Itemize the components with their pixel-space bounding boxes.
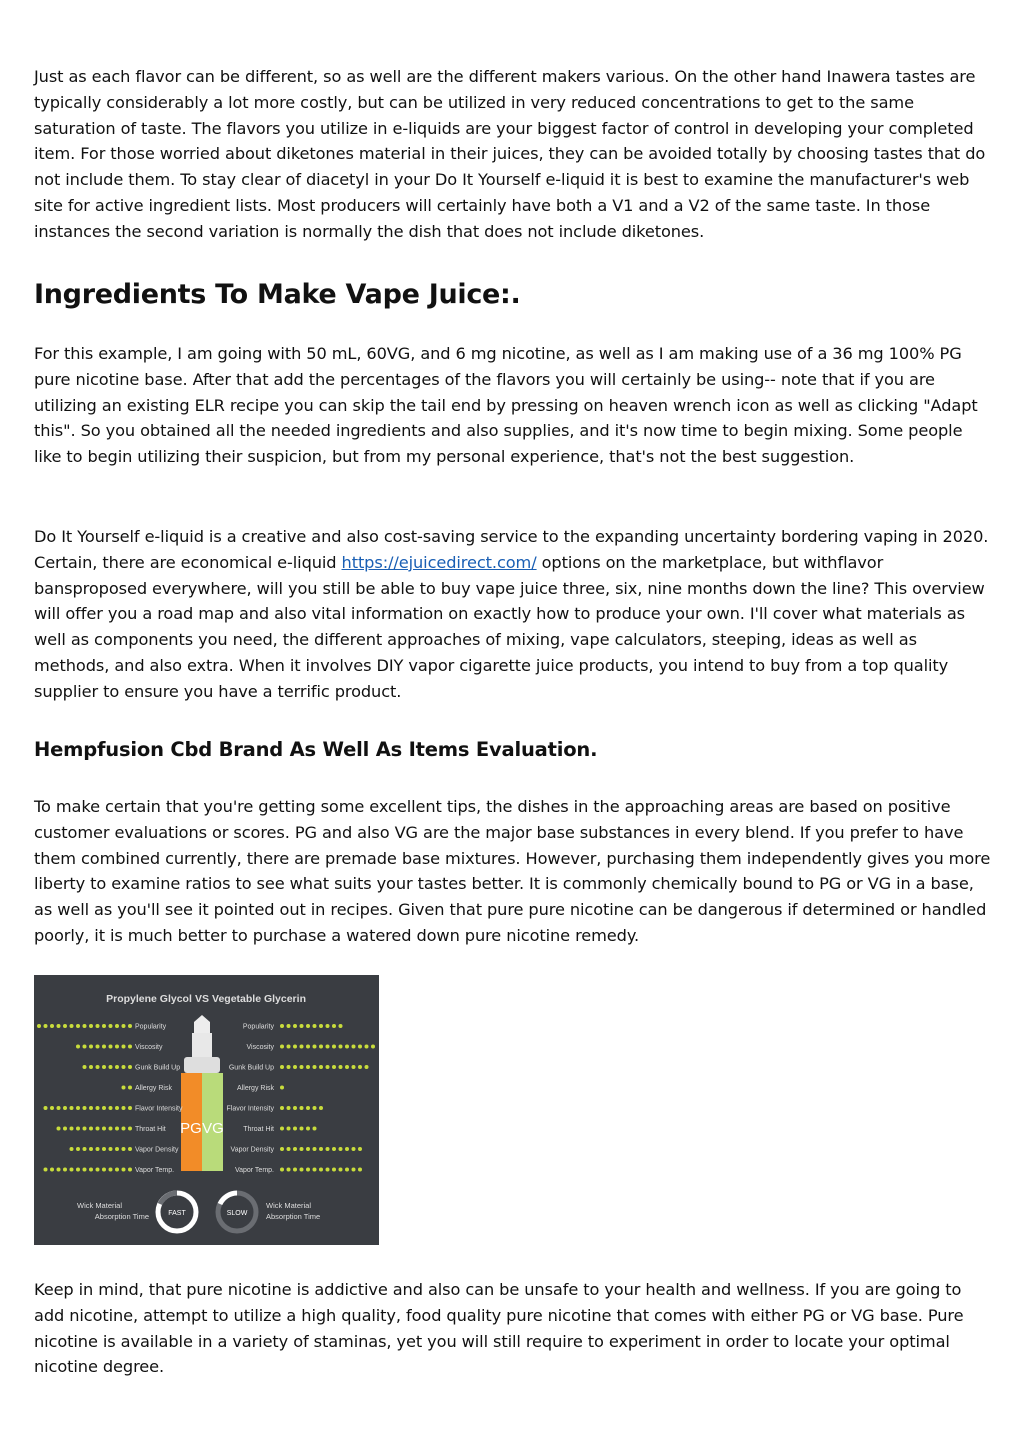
wick-label-left-line2: Absorption Time bbox=[94, 1212, 149, 1221]
vg-dot-viscosity bbox=[300, 1045, 304, 1049]
vg-dot-popularity bbox=[319, 1024, 323, 1028]
vg-dot-vapor-temp bbox=[345, 1168, 349, 1172]
vg-dot-flavor-intensity bbox=[306, 1106, 310, 1110]
pg-dot-vapor-temp bbox=[128, 1168, 132, 1172]
pg-dot-viscosity bbox=[128, 1045, 132, 1049]
vg-dot-gunk-build-up bbox=[365, 1065, 369, 1069]
vg-dot-throat-hit bbox=[313, 1127, 317, 1131]
paragraph-diy-eliquid bbox=[34, 524, 994, 705]
wick-label-left-line1: Wick Material bbox=[76, 1201, 122, 1210]
pg-dot-vapor-temp bbox=[109, 1168, 113, 1172]
bottle-neck bbox=[184, 1057, 220, 1073]
vg-dot-vapor-density bbox=[358, 1147, 362, 1151]
pg-label-vapor-density: Vapor Density bbox=[135, 1146, 179, 1154]
pg-dot-throat-hit bbox=[76, 1127, 80, 1131]
heading-hempfusion: Hempfusion Cbd Brand As Well As Items Evaluation. bbox=[34, 738, 598, 761]
pg-dot-vapor-density bbox=[122, 1147, 126, 1151]
slow-label: SLOW bbox=[226, 1210, 248, 1217]
vg-dot-flavor-intensity bbox=[319, 1106, 323, 1110]
pg-dot-throat-hit bbox=[128, 1127, 132, 1131]
vg-dot-viscosity bbox=[287, 1045, 291, 1049]
pg-dot-popularity bbox=[63, 1024, 67, 1028]
paragraph-example-recipe: For this example, I am going with 50 mL, 60VG, and 6 mg nicotine, as well as I am making use of a 36 mg 100% PG pure nicotine base. After that add the percentages of the flavors you will certainly be using-- note that if you are utilizing an existing ELR recipe you can skip the tail end by pressing on heaven wrench icon as well as clicking "Adapt this". So you obtained all the needed ingredients and also supplies, and it's now time to begin mixing. Some people like to begin utilizing their suspicion, but from my personal experience, that's not the best suggestion. bbox=[34, 344, 978, 467]
pg-dot-vapor-temp bbox=[115, 1168, 119, 1172]
vg-dot-viscosity bbox=[358, 1045, 362, 1049]
pg-dot-vapor-density bbox=[89, 1147, 93, 1151]
pg-dot-gunk-build-up bbox=[128, 1065, 132, 1069]
pg-dot-flavor-intensity bbox=[128, 1106, 132, 1110]
pg-dot-gunk-build-up bbox=[115, 1065, 119, 1069]
pg-dot-viscosity bbox=[122, 1045, 126, 1049]
pg-dot-vapor-temp bbox=[44, 1168, 48, 1172]
pg-dot-viscosity bbox=[89, 1045, 93, 1049]
vg-dot-throat-hit bbox=[300, 1127, 304, 1131]
pg-dot-popularity bbox=[128, 1024, 132, 1028]
pg-dot-vapor-temp bbox=[76, 1168, 80, 1172]
pg-dot-viscosity bbox=[96, 1045, 100, 1049]
pg-dot-throat-hit bbox=[89, 1127, 93, 1131]
vg-label-allergy-risk: Allergy Risk bbox=[237, 1085, 274, 1092]
vg-dot-popularity bbox=[287, 1024, 291, 1028]
title-vegetable-glycerin: Vegetable Glycerin bbox=[212, 993, 306, 1005]
vg-label-gunk-build-up: Gunk Build Up bbox=[228, 1064, 274, 1072]
vg-dot-gunk-build-up bbox=[300, 1065, 304, 1069]
vg-dot-vapor-temp bbox=[293, 1168, 297, 1172]
vg-dot-vapor-temp bbox=[326, 1168, 330, 1172]
vg-dot-popularity bbox=[306, 1024, 310, 1028]
vg-dot-vapor-temp bbox=[280, 1168, 284, 1172]
paragraph-tips: To make certain that you're getting some excellent tips, the dishes in the approaching areas are based on positive customer evaluations or scores. PG and also VG are the major base substances in every blend. If you prefer to have them combined currently, there are premade base mixtures. However, purchasing them independently gives you more liberty to examine ratios to see what suits your tastes better. It is commonly chemically bound to PG or VG in a base, as well as you'll see it pointed out in recipes. Given that pure pure nicotine can be dangerous if determined or handled poorly, it is much better to purchase a watered down pure nicotine remedy. bbox=[34, 797, 991, 945]
pg-dot-flavor-intensity bbox=[102, 1106, 106, 1110]
vg-dot-vapor-temp bbox=[313, 1168, 317, 1172]
pg-dot-flavor-intensity bbox=[83, 1106, 87, 1110]
vg-dot-flavor-intensity bbox=[313, 1106, 317, 1110]
pg-dot-throat-hit bbox=[96, 1127, 100, 1131]
pg-dot-flavor-intensity bbox=[76, 1106, 80, 1110]
pg-dot-flavor-intensity bbox=[96, 1106, 100, 1110]
paragraph-flavor-makers: Just as each flavor can be different, so as well are the different makers various. On the other hand Inawera tastes are typically considerably a lot more costly, but can be utilized in very reduced concentrations to get to the same saturation of taste. The flavors you utilize in e-liquids are your biggest factor of control in developing your completed item. For those worried about diketones material in their juices, they can be avoided totally by choosing tastes that do not include them. To stay clear of diacetyl in your Do It Yourself e-liquid it is best to examine the manufacturer's web site for active ingredient lists. Most producers will certainly have both a V1 and a V2 of the same taste. In those instances the second variation is normally the dish that does not include diketones. bbox=[34, 67, 986, 241]
vg-dot-viscosity bbox=[293, 1045, 297, 1049]
vg-dot-vapor-density bbox=[326, 1147, 330, 1151]
vg-dot-viscosity bbox=[319, 1045, 323, 1049]
vg-dot-flavor-intensity bbox=[300, 1106, 304, 1110]
vg-dot-popularity bbox=[332, 1024, 336, 1028]
vg-dot-gunk-build-up bbox=[326, 1065, 330, 1069]
pg-dot-flavor-intensity bbox=[57, 1106, 61, 1110]
vg-dot-flavor-intensity bbox=[293, 1106, 297, 1110]
vg-dot-vapor-density bbox=[339, 1147, 343, 1151]
vg-label-vapor-density: Vapor Density bbox=[230, 1146, 274, 1154]
pg-dot-popularity bbox=[122, 1024, 126, 1028]
vg-dot-vapor-density bbox=[332, 1147, 336, 1151]
vg-dot-viscosity bbox=[339, 1045, 343, 1049]
vg-dot-gunk-build-up bbox=[306, 1065, 310, 1069]
vg-dot-vapor-density bbox=[293, 1147, 297, 1151]
pg-label-gunk-build-up: Gunk Build Up bbox=[135, 1064, 181, 1072]
pg-dot-throat-hit bbox=[102, 1127, 106, 1131]
vg-dot-viscosity bbox=[332, 1045, 336, 1049]
pg-dot-vapor-density bbox=[115, 1147, 119, 1151]
pg-dot-popularity bbox=[83, 1024, 87, 1028]
vg-dot-gunk-build-up bbox=[358, 1065, 362, 1069]
vg-dot-vapor-temp bbox=[300, 1168, 304, 1172]
pg-dot-vapor-temp bbox=[102, 1168, 106, 1172]
pg-label-allergy-risk: Allergy Risk bbox=[135, 1085, 172, 1092]
pg-label-throat-hit: Throat Hit bbox=[135, 1126, 166, 1133]
vg-dot-vapor-temp bbox=[319, 1168, 323, 1172]
vg-dot-popularity bbox=[313, 1024, 317, 1028]
pg-dot-flavor-intensity bbox=[122, 1106, 126, 1110]
vg-dot-vapor-temp bbox=[287, 1168, 291, 1172]
pg-dot-flavor-intensity bbox=[70, 1106, 74, 1110]
pg-dot-viscosity bbox=[109, 1045, 113, 1049]
vg-dot-vapor-density bbox=[345, 1147, 349, 1151]
vg-dot-throat-hit bbox=[280, 1127, 284, 1131]
vg-dot-gunk-build-up bbox=[287, 1065, 291, 1069]
pg-dot-throat-hit bbox=[70, 1127, 74, 1131]
pg-dot-popularity bbox=[50, 1024, 54, 1028]
vg-dot-flavor-intensity bbox=[280, 1106, 284, 1110]
paragraph-text-after-link: options on the marketplace, but withflavor bansproposed everywhere, will you still be able to buy vape juice three, six, nine months down the line? This overview will offer you a road map and also vital information on exactly how to produce your own. I'll cover what materials as well as components you need, the different approaches of mixing, vape calculators, steeping, ideas as well as methods, and also extra. When it involves DIY vapor cigarette juice products, you intend to buy from a top quality supplier to ensure you have a terrific product. bbox=[34, 552, 985, 701]
heading-ingredients: Ingredients To Make Vape Juice:. bbox=[34, 279, 521, 310]
vg-dot-vapor-temp bbox=[306, 1168, 310, 1172]
vg-dot-viscosity bbox=[352, 1045, 356, 1049]
pg-dot-flavor-intensity bbox=[63, 1106, 67, 1110]
pg-dot-flavor-intensity bbox=[115, 1106, 119, 1110]
vg-dot-throat-hit bbox=[306, 1127, 310, 1131]
vg-dot-gunk-build-up bbox=[332, 1065, 336, 1069]
pg-dot-allergy-risk bbox=[122, 1086, 126, 1090]
pg-label-viscosity: Viscosity bbox=[135, 1044, 163, 1051]
vg-dot-gunk-build-up bbox=[352, 1065, 356, 1069]
pg-vs-vg-infographic bbox=[34, 975, 379, 1245]
vg-dot-gunk-build-up bbox=[280, 1065, 284, 1069]
pg-dot-popularity bbox=[70, 1024, 74, 1028]
pg-dot-popularity bbox=[109, 1024, 113, 1028]
pg-dot-throat-hit bbox=[109, 1127, 113, 1131]
vg-dot-popularity bbox=[293, 1024, 297, 1028]
ejuicedirect-link[interactable]: https://ejuicedirect.com/ bbox=[341, 552, 537, 572]
pg-dot-viscosity bbox=[102, 1045, 106, 1049]
vg-dot-gunk-build-up bbox=[339, 1065, 343, 1069]
paragraph-nicotine-warning: Keep in mind, that pure nicotine is addictive and also can be unsafe to your health and wellness. If you are going to add nicotine, attempt to utilize a high quality, food quality pure nicotine that comes with either PG or VG base. Pure nicotine is available in a variety of staminas, yet you will still require to experiment in order to locate your optimal nicotine degree. bbox=[34, 1280, 964, 1377]
pg-dot-flavor-intensity bbox=[89, 1106, 93, 1110]
bottle-pg-label: PG bbox=[180, 1120, 202, 1137]
pg-dot-throat-hit bbox=[83, 1127, 87, 1131]
vg-label-popularity: Popularity bbox=[242, 1023, 274, 1031]
title-vs: VS bbox=[194, 993, 210, 1005]
vg-dot-viscosity bbox=[306, 1045, 310, 1049]
wick-label-right-line2: Absorption Time bbox=[266, 1212, 321, 1221]
pg-dot-vapor-density bbox=[102, 1147, 106, 1151]
vg-dot-gunk-build-up bbox=[293, 1065, 297, 1069]
pg-dot-vapor-density bbox=[96, 1147, 100, 1151]
vg-dot-viscosity bbox=[313, 1045, 317, 1049]
vg-dot-vapor-density bbox=[313, 1147, 317, 1151]
vg-dot-throat-hit bbox=[287, 1127, 291, 1131]
pg-dot-viscosity bbox=[76, 1045, 80, 1049]
pg-dot-vapor-density bbox=[70, 1147, 74, 1151]
pg-dot-gunk-build-up bbox=[83, 1065, 87, 1069]
vg-dot-vapor-density bbox=[280, 1147, 284, 1151]
vg-label-vapor-temp: Vapor Temp. bbox=[234, 1167, 274, 1174]
vg-dot-allergy-risk bbox=[280, 1086, 284, 1090]
vg-dot-viscosity bbox=[371, 1045, 375, 1049]
paragraph-text-before-link: Do It Yourself e-liquid is a creative and also cost-saving service to the expanding uncertainty bordering vaping in 2020. Certain, there are economical e-liquid bbox=[34, 527, 989, 572]
pg-dot-vapor-temp bbox=[83, 1168, 87, 1172]
fast-label: FAST bbox=[168, 1210, 186, 1217]
pg-dot-vapor-temp bbox=[89, 1168, 93, 1172]
vg-dot-vapor-density bbox=[287, 1147, 291, 1151]
pg-dot-flavor-intensity bbox=[50, 1106, 54, 1110]
pg-dot-vapor-temp bbox=[63, 1168, 67, 1172]
vg-dot-viscosity bbox=[365, 1045, 369, 1049]
pg-dot-throat-hit bbox=[57, 1127, 61, 1131]
vg-dot-vapor-density bbox=[319, 1147, 323, 1151]
pg-dot-vapor-density bbox=[76, 1147, 80, 1151]
pg-dot-gunk-build-up bbox=[96, 1065, 100, 1069]
pg-dot-gunk-build-up bbox=[109, 1065, 113, 1069]
pg-dot-vapor-temp bbox=[122, 1168, 126, 1172]
bottle-cap bbox=[192, 1033, 212, 1057]
pg-dot-popularity bbox=[44, 1024, 48, 1028]
vg-dot-vapor-temp bbox=[358, 1168, 362, 1172]
vg-dot-vapor-density bbox=[306, 1147, 310, 1151]
pg-dot-popularity bbox=[96, 1024, 100, 1028]
pg-dot-viscosity bbox=[115, 1045, 119, 1049]
vg-dot-popularity bbox=[300, 1024, 304, 1028]
vg-dot-vapor-temp bbox=[339, 1168, 343, 1172]
pg-dot-throat-hit bbox=[122, 1127, 126, 1131]
pg-dot-popularity bbox=[37, 1024, 41, 1028]
pg-dot-allergy-risk bbox=[128, 1086, 132, 1090]
infographic-canvas bbox=[34, 975, 379, 1245]
pg-dot-viscosity bbox=[83, 1045, 87, 1049]
vg-dot-viscosity bbox=[280, 1045, 284, 1049]
pg-dot-gunk-build-up bbox=[102, 1065, 106, 1069]
pg-label-popularity: Popularity bbox=[135, 1023, 167, 1031]
pg-dot-gunk-build-up bbox=[89, 1065, 93, 1069]
vg-dot-vapor-density bbox=[352, 1147, 356, 1151]
pg-dot-throat-hit bbox=[115, 1127, 119, 1131]
vg-dot-vapor-density bbox=[300, 1147, 304, 1151]
pg-dot-vapor-temp bbox=[50, 1168, 54, 1172]
pg-dot-vapor-density bbox=[128, 1147, 132, 1151]
pg-dot-vapor-temp bbox=[70, 1168, 74, 1172]
vg-dot-flavor-intensity bbox=[287, 1106, 291, 1110]
vg-dot-throat-hit bbox=[293, 1127, 297, 1131]
title-propylene-glycol: Propylene Glycol bbox=[106, 993, 192, 1005]
vg-dot-popularity bbox=[280, 1024, 284, 1028]
pg-dot-vapor-density bbox=[109, 1147, 113, 1151]
vg-dot-vapor-temp bbox=[352, 1168, 356, 1172]
bottle-vg-label: VG bbox=[202, 1120, 224, 1137]
pg-dot-flavor-intensity bbox=[44, 1106, 48, 1110]
vg-label-viscosity: Viscosity bbox=[246, 1044, 274, 1051]
vg-dot-gunk-build-up bbox=[345, 1065, 349, 1069]
vg-dot-viscosity bbox=[326, 1045, 330, 1049]
pg-dot-vapor-temp bbox=[96, 1168, 100, 1172]
vg-dot-popularity bbox=[326, 1024, 330, 1028]
vg-dot-gunk-build-up bbox=[313, 1065, 317, 1069]
pg-label-flavor-intensity: Flavor Intensity bbox=[135, 1105, 183, 1113]
pg-dot-vapor-density bbox=[83, 1147, 87, 1151]
pg-dot-popularity bbox=[89, 1024, 93, 1028]
pg-dot-throat-hit bbox=[63, 1127, 67, 1131]
pg-dot-popularity bbox=[115, 1024, 119, 1028]
pg-dot-popularity bbox=[57, 1024, 61, 1028]
pg-dot-vapor-temp bbox=[57, 1168, 61, 1172]
vg-label-flavor-intensity: Flavor Intensity bbox=[226, 1105, 274, 1113]
vg-dot-gunk-build-up bbox=[319, 1065, 323, 1069]
pg-label-vapor-temp: Vapor Temp. bbox=[135, 1167, 175, 1174]
vg-dot-popularity bbox=[339, 1024, 343, 1028]
vg-dot-viscosity bbox=[345, 1045, 349, 1049]
pg-dot-gunk-build-up bbox=[122, 1065, 126, 1069]
pg-dot-popularity bbox=[76, 1024, 80, 1028]
vg-dot-vapor-temp bbox=[332, 1168, 336, 1172]
pg-dot-flavor-intensity bbox=[109, 1106, 113, 1110]
pg-dot-popularity bbox=[102, 1024, 106, 1028]
vg-label-throat-hit: Throat Hit bbox=[243, 1126, 274, 1133]
wick-label-right-line1: Wick Material bbox=[266, 1201, 312, 1210]
